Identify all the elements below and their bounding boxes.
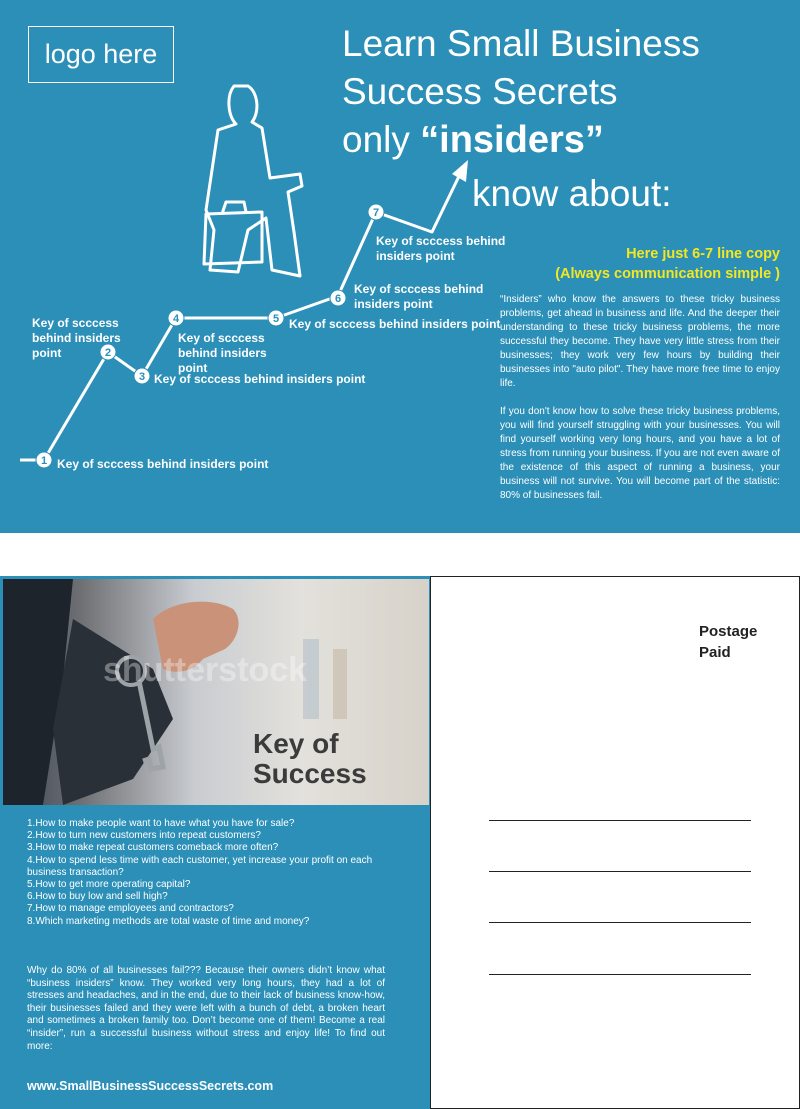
photo-title-line-2: Success — [253, 758, 367, 789]
website-link[interactable]: www.SmallBusinessSuccessSecrets.com — [27, 1079, 274, 1093]
postage-line-2: Paid — [699, 644, 731, 661]
question-item: 4.How to spend less time with each customer, yet increase your profit on each business transaction? — [27, 854, 373, 878]
headline-prefix: only — [342, 119, 421, 160]
step-label-5: Key of scccess behind insiders point — [289, 317, 501, 331]
address-line-3 — [489, 922, 751, 923]
headline-insiders: “insiders” — [420, 119, 604, 161]
step-number-6: 6 — [334, 293, 342, 305]
postage-paid-label — [699, 621, 757, 663]
businessman-outline-icon — [204, 86, 302, 276]
step-number-2: 2 — [104, 347, 112, 359]
question-item: 5.How to get more operating capital? — [27, 879, 191, 891]
front-paragraph-2: If you don't know how to solve these tricky business problems, you will find yourself struggling with your businesses. You will find yourself working very long hours, and you have a lot of stress from running your business. If you are not even aware of the existence of this aspect of running a business, your business will not survive. You will become part of the statistic: 80% of businesses fail. — [500, 406, 780, 501]
arrow-head-icon — [452, 160, 468, 182]
postcard-address-side — [430, 576, 800, 1109]
address-line-4 — [489, 974, 751, 975]
postcard-front — [0, 0, 800, 533]
headline-line-4: know about: — [472, 173, 672, 214]
photo-title — [253, 729, 367, 789]
back-body-copy: Why do 80% of all businesses fail??? Because their owners didn’t know what “business insiders” know. They worked very long hours, they had a lot of stresses and headaches, and in the end, due to their lack of business know-how, their businesses failed and they were left with a bunch of debt, a broken heart and sometimes a broken family too. Don’t become one of them! Become a real “insider”, run a successful business without stress and enjoy life! To find out more: — [27, 965, 385, 1052]
step-number-4: 4 — [172, 313, 180, 325]
step-number-7: 7 — [372, 207, 380, 219]
postage-line-1: Postage — [699, 623, 758, 640]
question-item: 8.Which marketing methods are total waste of time and money? — [27, 915, 310, 927]
step-number-5: 5 — [272, 313, 280, 325]
question-item: 7.How to manage employees and contractors? — [27, 903, 234, 915]
step-number-1: 1 — [40, 455, 48, 467]
stock-watermark: shutterstock — [103, 651, 308, 689]
question-item: 3.How to make repeat customers comeback more often? — [27, 842, 279, 854]
postcard-back-left — [0, 576, 430, 1109]
logo-placeholder: logo here — [28, 26, 174, 83]
key-photo — [3, 579, 429, 805]
question-item: 2.How to turn new customers into repeat customers? — [27, 830, 261, 842]
copy-note-line-2: (Always communication simple ) — [555, 266, 780, 282]
front-paragraph-1: “Insiders” who know the answers to these tricky business problems, get ahead in business and life. And the deeper their understanding to these tricky business problems, the more successful they become. They have very little stress from their businesses; they work very few hours by building their businesses into "auto pilot". They have more free time to enjoy life. — [500, 294, 780, 389]
step-label-2: Key of scccess behind insiders point — [32, 316, 121, 360]
address-line-2 — [489, 871, 751, 872]
step-label-6: Key of scccess behind insiders point — [354, 282, 484, 311]
step-label-4: Key of scccess behind insiders point — [178, 331, 267, 375]
photo-title-line-1: Key of — [253, 728, 339, 759]
headline-line-1: Learn Small Business — [342, 23, 700, 64]
step-label-3: Key of scccess behind insiders point — [154, 372, 366, 386]
question-item: 1.How to make people want to have what you have for sale? — [27, 818, 295, 829]
headline-line-2: Success Secrets — [342, 71, 618, 112]
step-label-7: Key of scccess behind insiders point — [376, 234, 506, 263]
question-list — [27, 818, 407, 928]
question-item: 6.How to buy low and sell high? — [27, 891, 168, 903]
step-label-1: Key of scccess behind insiders point — [57, 457, 269, 471]
front-body-copy — [500, 293, 780, 517]
address-line-1 — [489, 820, 751, 821]
step-number-3: 3 — [138, 371, 146, 383]
copy-note-line-1: Here just 6-7 line copy — [626, 246, 780, 262]
